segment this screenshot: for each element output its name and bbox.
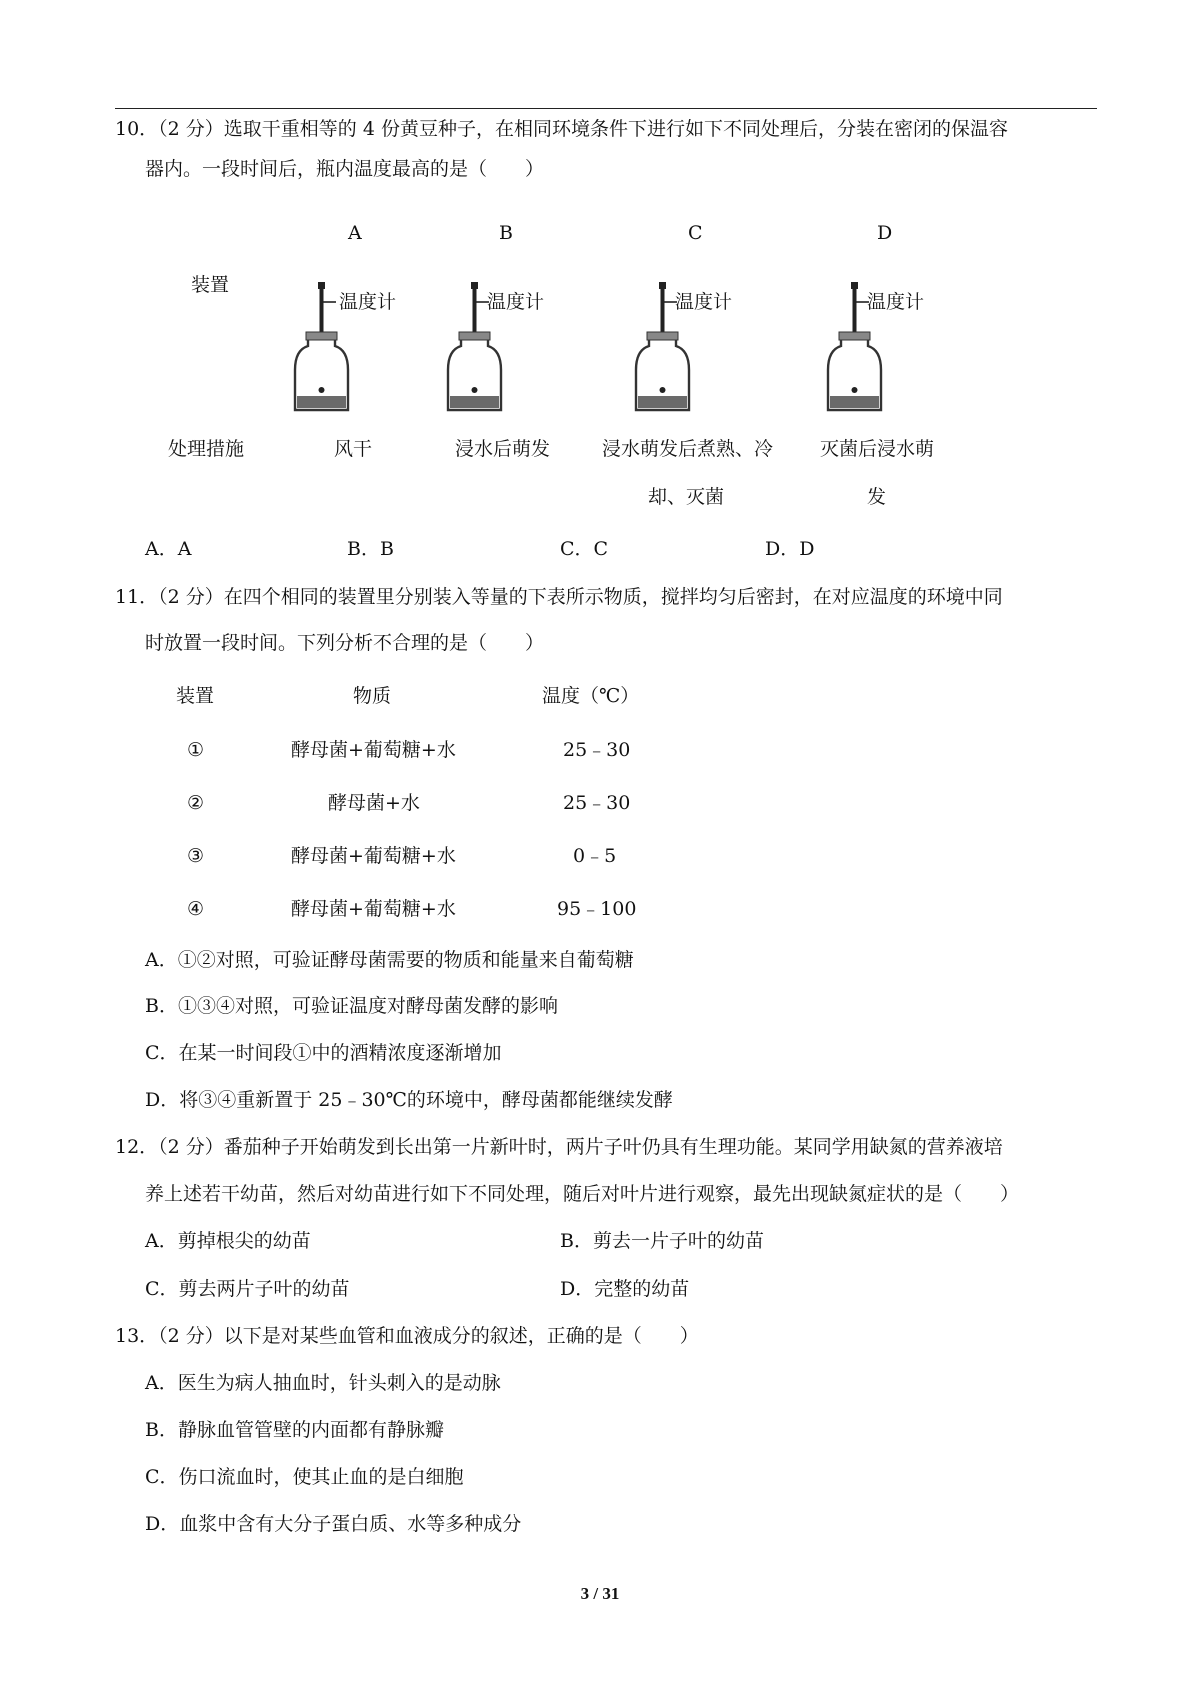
thermometer-label-d: 温度计: [867, 291, 925, 313]
thermometer-label-c: 温度计: [675, 291, 733, 313]
table-cell-temperature: 25﹣30: [563, 739, 631, 761]
q12-option-c[interactable]: C．剪去两片子叶的幼苗: [145, 1278, 350, 1300]
q10-treatment-b: 浸水后萌发: [455, 438, 551, 460]
q13-option-c[interactable]: C．伤口流血时，使其止血的是白细胞: [145, 1466, 464, 1488]
q11-option-c[interactable]: C．在某一时间段①中的酒精浓度逐渐增加: [145, 1042, 502, 1064]
q10-col-letter-a: A: [348, 222, 362, 244]
q11-table-header-temperature: 温度（℃）: [542, 685, 640, 707]
q10-stem-line2: 器内。一段时间后，瓶内温度最高的是（ ）: [145, 158, 545, 180]
q10-treatment-c-line2: 却、灭菌: [648, 486, 725, 508]
q10-row-label-device: 装置: [191, 274, 230, 296]
q10-treatment-a: 风干: [334, 438, 373, 460]
table-cell-temperature: 95﹣100: [557, 898, 637, 920]
q11-option-b[interactable]: B．①③④对照，可验证温度对酵母菌发酵的影响: [145, 995, 558, 1017]
q12-option-d[interactable]: D．完整的幼苗: [560, 1278, 690, 1300]
header-rule: [115, 108, 1097, 109]
table-row: ③: [187, 845, 205, 867]
q11-table-header-device: 装置: [176, 685, 215, 707]
page-number: 3 / 31: [580, 1584, 620, 1603]
table-cell-temperature: 0﹣5: [573, 845, 617, 867]
q11-option-a[interactable]: A．①②对照，可验证酵母菌需要的物质和能量来自葡萄糖: [145, 949, 634, 971]
thermometer-label-b: 温度计: [487, 291, 545, 313]
q10-treatment-c-line1: 浸水萌发后煮熟、冷: [602, 438, 774, 460]
q10-option-d[interactable]: D．D: [765, 538, 815, 560]
q11-table-header-substance: 物质: [353, 685, 392, 707]
q12-option-b[interactable]: B．剪去一片子叶的幼苗: [560, 1230, 764, 1252]
q13-stem-line1: 13．（2 分）以下是对某些血管和血液成分的叙述，正确的是（ ）: [115, 1325, 699, 1347]
table-cell-substance: 酵母菌+葡萄糖+水: [291, 845, 456, 867]
q10-col-letter-b: B: [499, 222, 513, 244]
table-cell-substance: 酵母菌+水: [328, 792, 420, 814]
q10-col-letter-c: C: [688, 222, 703, 244]
q11-option-d[interactable]: D．将③④重新置于 25﹣30℃的环境中，酵母菌都能继续发酵: [145, 1089, 673, 1111]
q10-option-a[interactable]: A．A: [145, 538, 192, 560]
table-row: ②: [187, 792, 205, 814]
q10-treatment-d-line1: 灭菌后浸水萌: [820, 438, 935, 460]
thermometer-label-a: 温度计: [339, 291, 397, 313]
q10-option-b[interactable]: B．B: [347, 538, 394, 560]
q12-stem-line2: 养上述若干幼苗，然后对幼苗进行如下不同处理，随后对叶片进行观察，最先出现缺氮症状的是（ ）: [145, 1183, 1020, 1205]
q11-stem-line2: 时放置一段时间。下列分析不合理的是（ ）: [145, 632, 545, 654]
q10-treatment-d-line2: 发: [867, 486, 887, 508]
table-row: ①: [187, 739, 205, 761]
table-row: ④: [187, 898, 205, 920]
q10-row-label-treatment: 处理措施: [168, 438, 245, 460]
q10-stem-line1: 10．（2 分）选取干重相等的 4 份黄豆种子，在相同环境条件下进行如下不同处理后，分装在密闭的保温容: [115, 118, 1008, 140]
q11-stem-line1: 11．（2 分）在四个相同的装置里分别装入等量的下表所示物质，搅拌均匀后密封，在对应温度的环境中同: [115, 586, 1003, 608]
q13-option-a[interactable]: A．医生为病人抽血时，针头刺入的是动脉: [145, 1372, 501, 1394]
q12-option-a[interactable]: A．剪掉根尖的幼苗: [145, 1230, 311, 1252]
q10-col-letter-d: D: [877, 222, 893, 244]
q10-option-c[interactable]: C．C: [560, 538, 609, 560]
table-cell-substance: 酵母菌+葡萄糖+水: [291, 898, 456, 920]
q13-option-b[interactable]: B．静脉血管管壁的内面都有静脉瓣: [145, 1419, 444, 1441]
q12-stem-line1: 12．（2 分）番茄种子开始萌发到长出第一片新叶时，两片子叶仍具有生理功能。某同学用缺氮的营养液培: [115, 1136, 1003, 1158]
table-cell-temperature: 25﹣30: [563, 792, 631, 814]
q13-option-d[interactable]: D．血浆中含有大分子蛋白质、水等多种成分: [145, 1513, 522, 1535]
table-cell-substance: 酵母菌+葡萄糖+水: [291, 739, 456, 761]
